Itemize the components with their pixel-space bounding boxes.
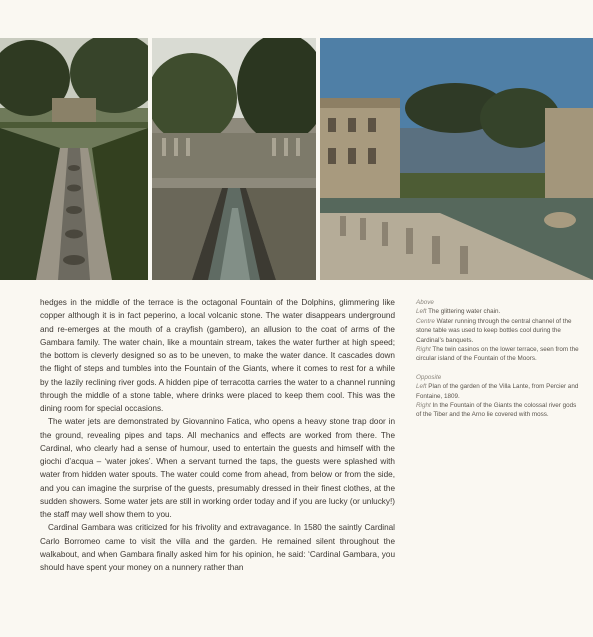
caption-above-right: Right The twin casinos on the lower terrace, seen from the circular island of the Fountain of the Moors. [416, 346, 579, 363]
body-text [40, 296, 395, 574]
caption-opposite [416, 373, 581, 420]
caption-heading-above: Above [416, 299, 434, 306]
central-channel-photo [152, 38, 316, 280]
caption-above-centre: Centre Water running through the central channel of the stone table was used to keep bottles cool during the Cardinal’s banquets. [416, 317, 572, 344]
water-chain-photo [0, 38, 148, 280]
caption-above [416, 298, 581, 364]
body-paragraph-3: Cardinal Gambara was criticized for his frivolity and extravagance. In 1580 the saintly Cardinal Carlo Borromeo came to visit the villa and the garden. He remained silent throughout the walkabout, and when Gambara finally asked him for his opinion, he said: ‘Cardinal Gambara, you should have spent your money on a nunnery rather than [40, 523, 395, 572]
twin-casinos-photo [320, 38, 593, 280]
caption-above-left: Left The glittering water chain. [416, 308, 501, 316]
captions [416, 298, 581, 429]
body-paragraph-2: The water jets are demonstrated by Giovannino Fatica, who opens a heavy stone trap door in the ground, revealing pipes and taps. All mechanics and effects are worked from there. The Cardinal, who clearly had a sense of humour, used to entertain the guests and himself with the giochi d’acqua – ‘water jokes’. When a servant turned the taps, the guests were splashed with water from hidden water spouts. The water could come from ahead, from below or from the side, and you can imagine the surprise of the guests, presumably dressed in their finest clothes, at the sudden showers. Some water jets are still in working order today and if you are lucky (or unlucky!) the staff may well show them to you. [40, 417, 395, 519]
caption-opposite-right: Right In the Fountain of the Giants the colossal river gods of the Tiber and the Arno lie covered with moss. [416, 402, 577, 419]
body-paragraph-1: hedges in the middle of the terrace is the octagonal Fountain of the Dolphins, glimmering like copper although it is in fact peperino, a local volcanic stone. The water disappears underground and re-emerges at the mouth of a crayfish (gambero), an allusion to the coat of arms of the Gambara family. The water chain, like a mountain stream, takes the water further at high speed; the bottom is cleverly designed so as to be uneven, to make the water dance. It cascades down the flight of steps and tumbles into the Fountain of the Giants, where it comes to rest for a while by the lazily reclining river gods. A hidden pipe of terracotta carries the water to a channel running through the middle of a stone table, where drinks were placed to keep them cool. This was the dining room for special occasions. [40, 298, 395, 413]
caption-opposite-left: Left Plan of the garden of the Villa Lante, from Percier and Fontaine, 1809. [416, 383, 579, 400]
caption-heading-opposite: Opposite [416, 373, 442, 381]
